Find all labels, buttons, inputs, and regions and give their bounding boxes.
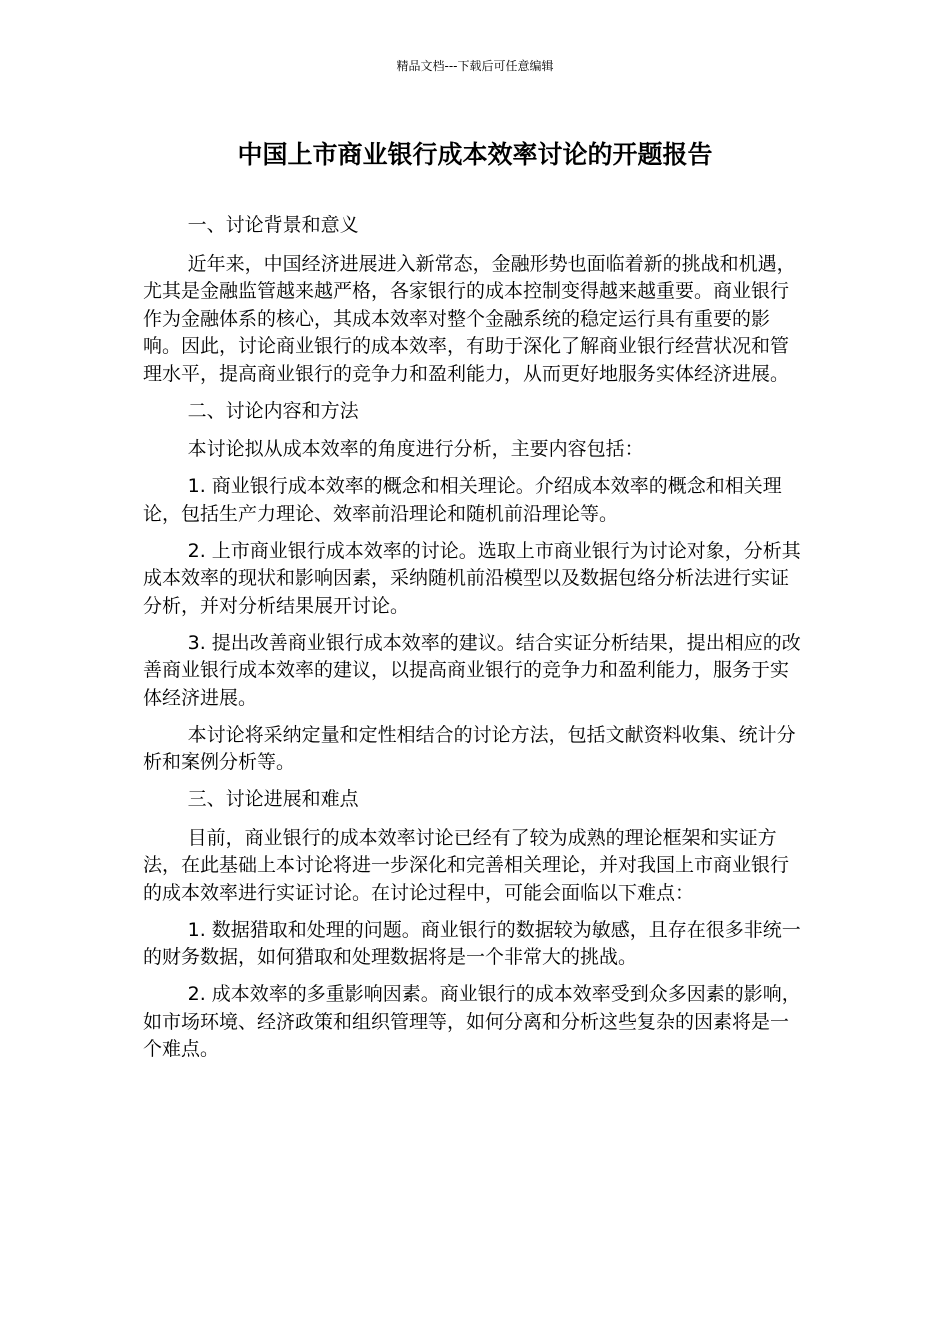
- paragraph-background: 近年来，中国经济进展进入新常态，金融形势也面临着新的挑战和机遇，尤其是金融监管越来越严格，各家银行的成本控制变得越来越重要。商业银行作为金融体系的核心，其成本效率对整个金融系统的稳定运行具有重要的影响。因此，讨论商业银行的成本效率，有助于深化了解商业银行经营状况和管理水平，提高商业银行的竞争力和盈利能力，从而更好地服务实体经济进展。: [143, 252, 796, 385]
- list-item-difficulty-1: 1. 数据猎取和处理的问题。商业银行的数据较为敏感，且存在很多非统一的财务数据，如何猎取和处理数据将是一个非常大的挑战。: [143, 918, 801, 968]
- section-heading-progress-difficulties: 三、讨论进展和难点: [187, 788, 359, 810]
- section-heading-content-methods: 二、讨论内容和方法: [187, 399, 359, 422]
- list-item-content-1: 1. 商业银行成本效率的概念和相关理论。介绍成本效率的概念和相关理论，包括生产力理论、效率前沿理论和随机前沿理论等。: [143, 475, 782, 525]
- document-title: 中国上市商业银行成本效率讨论的开题报告: [237, 140, 713, 169]
- list-item-content-3: 3. 提出改善商业银行成本效率的建议。结合实证分析结果，提出相应的改善商业银行成本效率的建议，以提高商业银行的竞争力和盈利能力，服务于实体经济进展。: [143, 631, 801, 709]
- list-item-difficulty-2: 2. 成本效率的多重影响因素。商业银行的成本效率受到众多因素的影响，如市场环境、经济政策和组织管理等，如何分离和分析这些复杂的因素将是一个难点。: [143, 983, 801, 1060]
- paragraph-content-intro: 本讨论拟从成本效率的角度进行分析，主要内容包括：: [187, 438, 644, 460]
- section-heading-background: 一、讨论背景和意义: [187, 214, 359, 236]
- document-body: [143, 212, 805, 1073]
- list-item-content-2: 2. 上市商业银行成本效率的讨论。选取上市商业银行为讨论对象，分析其成本效率的现状和影响因素，采纳随机前沿模型以及数据包络分析法进行实证分析，并对分析结果展开讨论。: [143, 539, 801, 617]
- paragraph-methods: 本讨论将采纳定量和定性相结合的讨论方法，包括文献资料收集、统计分析和案例分析等。: [143, 723, 796, 773]
- paragraph-progress: 目前，商业银行的成本效率讨论已经有了较为成熟的理论框架和实证方法，在此基础上本讨论将进一步深化和完善相关理论，并对我国上市商业银行的成本效率进行实证讨论。在讨论过程中，可能会面临以下难点：: [143, 826, 790, 904]
- header-note: 精品文档---下载后可任意编辑: [396, 59, 554, 73]
